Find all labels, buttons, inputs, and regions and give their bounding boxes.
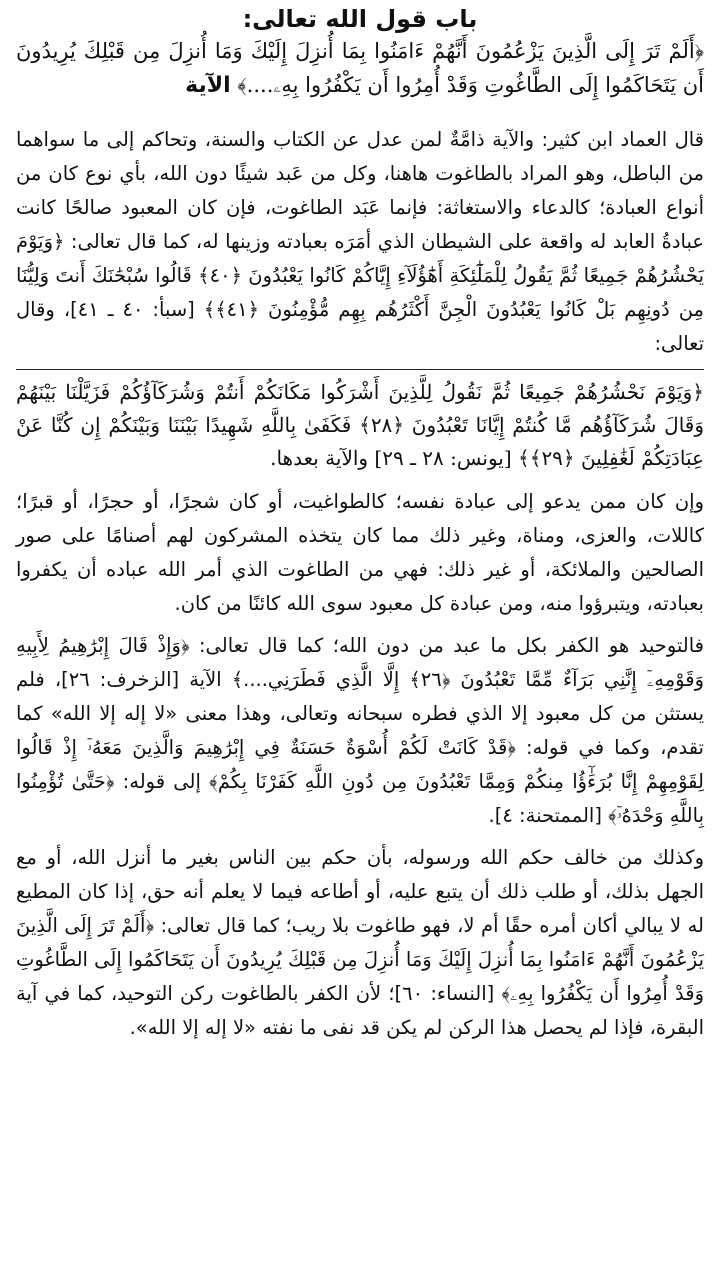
heading-verse-text: ﴿أَلَمْ تَرَ إِلَى الَّذِينَ يَزْعُمُونَ أَنَّهُمْ ءَامَنُوا بِمَا أُنزِلَ إِلَيْكَ وَمَا أُنزِلَ مِن قَبْلِكَ يُرِيدُونَ أَن يَتَحَاكَمُوا إِلَى الطَّاغُوتِ وَقَدْ أُمِرُوا أَن يَكْفُرُوا بِهِۦ....﴾ [16,39,704,97]
heading-verse-tag: الآية [185,73,231,98]
heading-verse [16,34,704,103]
footnote-divider [16,369,704,370]
paragraph-judgment: وكذلك من خالف حكم الله ورسوله، بأن حكم بين الناس بغير ما أنزل الله، أو مع الجهل بذلك، أو طلب ذلك أن يتبع عليه، أو أطاعه فيما لا يعلم أنه حق، إذا كان المطيع له لا يبالي أكان أمره حقًا أم لا، فهو طاغوت بلا ريب؛ كما قال تعالى: ﴿أَلَمْ تَرَ إِلَى الَّذِينَ يَزْعُمُونَ أَنَّهُمْ ءَامَنُوا بِمَا أُنزِلَ إِلَيْكَ وَمَا أُنزِلَ مِن قَبْلِكَ يُرِيدُونَ أَن يَتَحَاكَمُوا إِلَى الطَّاغُوتِ وَقَدْ أُمِرُوا أَن يَكْفُرُوا بِهِۦ﴾ [النساء: ٦٠]؛ لأن الكفر بالطاغوت ركن التوحيد، كما في آية البقرة، فإذا لم يحصل هذا الركن لم يكن قد نفى ما نفته «لا إله إلا الله». [16,846,704,1039]
footnote-verse-yunus: ﴿وَيَوْمَ نَحْشُرُهُمْ جَمِيعًا ثُمَّ نَقُولُ لِلَّذِينَ أَشْرَكُوا مَكَانَكُمْ أَنتُمْ وَشُرَكَآؤُكُمْ فَزَيَّلْنَا بَيْنَهُمْ وَقَالَ شُرَكَآؤُهُم مَّا كُنتُمْ إِيَّانَا تَعْبُدُونَ ﴿٢٨﴾ فَكَفَىٰ بِاللَّهِ شَهِيدًا بَيْنَنَا وَبَيْنَكُمْ إِن كُنَّا عَنْ عِبَادَتِكُمْ لَغَٰفِلِينَ ﴿٢٩﴾﴾ [يونس: ٢٨ ـ ٢٩] والآية بعدها. [16,380,705,470]
paragraph-false-deities: وإن كان ممن يدعو إلى عبادة نفسه؛ كالطواغيت، أو كان شجرًا، أو حجرًا، أو قبرًا؛ كاللات، والعزى، ومناة، وغير ذلك مما كان يتخذه المشركون لهم أصنامًا على صور الصالحين والملائكة، أو غير ذلك: فهي من الطاغوت الذي أمر الله عباده أن يكفروا بعبادته، ويتبرؤوا منه، ومن عبادة كل معبود سوى الله كائنًا من كان. [16,490,704,615]
paragraph-ibn-kathir: قال العماد ابن كثير: والآية ذامَّةٌ لمن عدل عن الكتاب والسنة، وتحاكم إلى ما سواهما من الباطل، وهو المراد بالطاغوت هاهنا، وكل من عَبد شيئًا دون الله، بأي نوع كان من أنواع العبادة؛ كالدعاء والاستغاثة: فإنما عَبَد الطاغوت، فإن كان المعبود صالحًا كانت عبادةُ العابد له واقعة على الشيطان الذي أمَرَه بعبادته وزينها له، كما قال تعالى: ﴿وَيَوْمَ يَحْشُرُهُمْ جَمِيعًا ثُمَّ يَقُولُ لِلْمَلَٰٓئِكَةِ أَهَٰٓؤُلَآءِ إِيَّاكُمْ كَانُوا يَعْبُدُونَ ﴿٤٠﴾ قَالُوا سُبْحَٰنَكَ أَنتَ وَلِيُّنَا مِن دُونِهِم بَلْ كَانُوا يَعْبُدُونَ الْجِنَّ أَكْثَرُهُم بِهِم مُّؤْمِنُونَ ﴿٤١﴾﴾ [سبأ: ٤٠ ـ ٤١]، وقال تعالى: [16,128,704,355]
chapter-title: باب قول الله تعالى: [242,5,478,33]
paragraph-tawhid: فالتوحيد هو الكفر بكل ما عبد من دون الله؛ كما قال تعالى: ﴿وَإِذْ قَالَ إِبْرَٰهِيمُ لِأَبِيهِ وَقَوْمِهِۦٓ إِنَّنِي بَرَآءٌ مِّمَّا تَعْبُدُونَ ﴿٢٦﴾ إِلَّا الَّذِي فَطَرَنِي....﴾ الآية [الزخرف: ٢٦]، فلم يستثن من كل معبود إلا الذي فطره سبحانه وتعالى، وهذا معنى «لا إله إلا الله» كما تقدم، وكما في قوله: ﴿قَدْ كَانَتْ لَكُمْ أُسْوَةٌ حَسَنَةٌ فِي إِبْرَٰهِيمَ وَالَّذِينَ مَعَهُۥٓ إِذْ قَالُوا لِقَوْمِهِمْ إِنَّا بُرَءَٰٓؤُا مِنكُمْ وَمِمَّا تَعْبُدُونَ مِن دُونِ اللَّهِ كَفَرْنَا بِكُمْ﴾ إلى قوله: ﴿حَتَّىٰ تُؤْمِنُوا بِاللَّهِ وَحْدَهُۥٓ﴾ [الممتحنة: ٤]. [16,634,704,827]
